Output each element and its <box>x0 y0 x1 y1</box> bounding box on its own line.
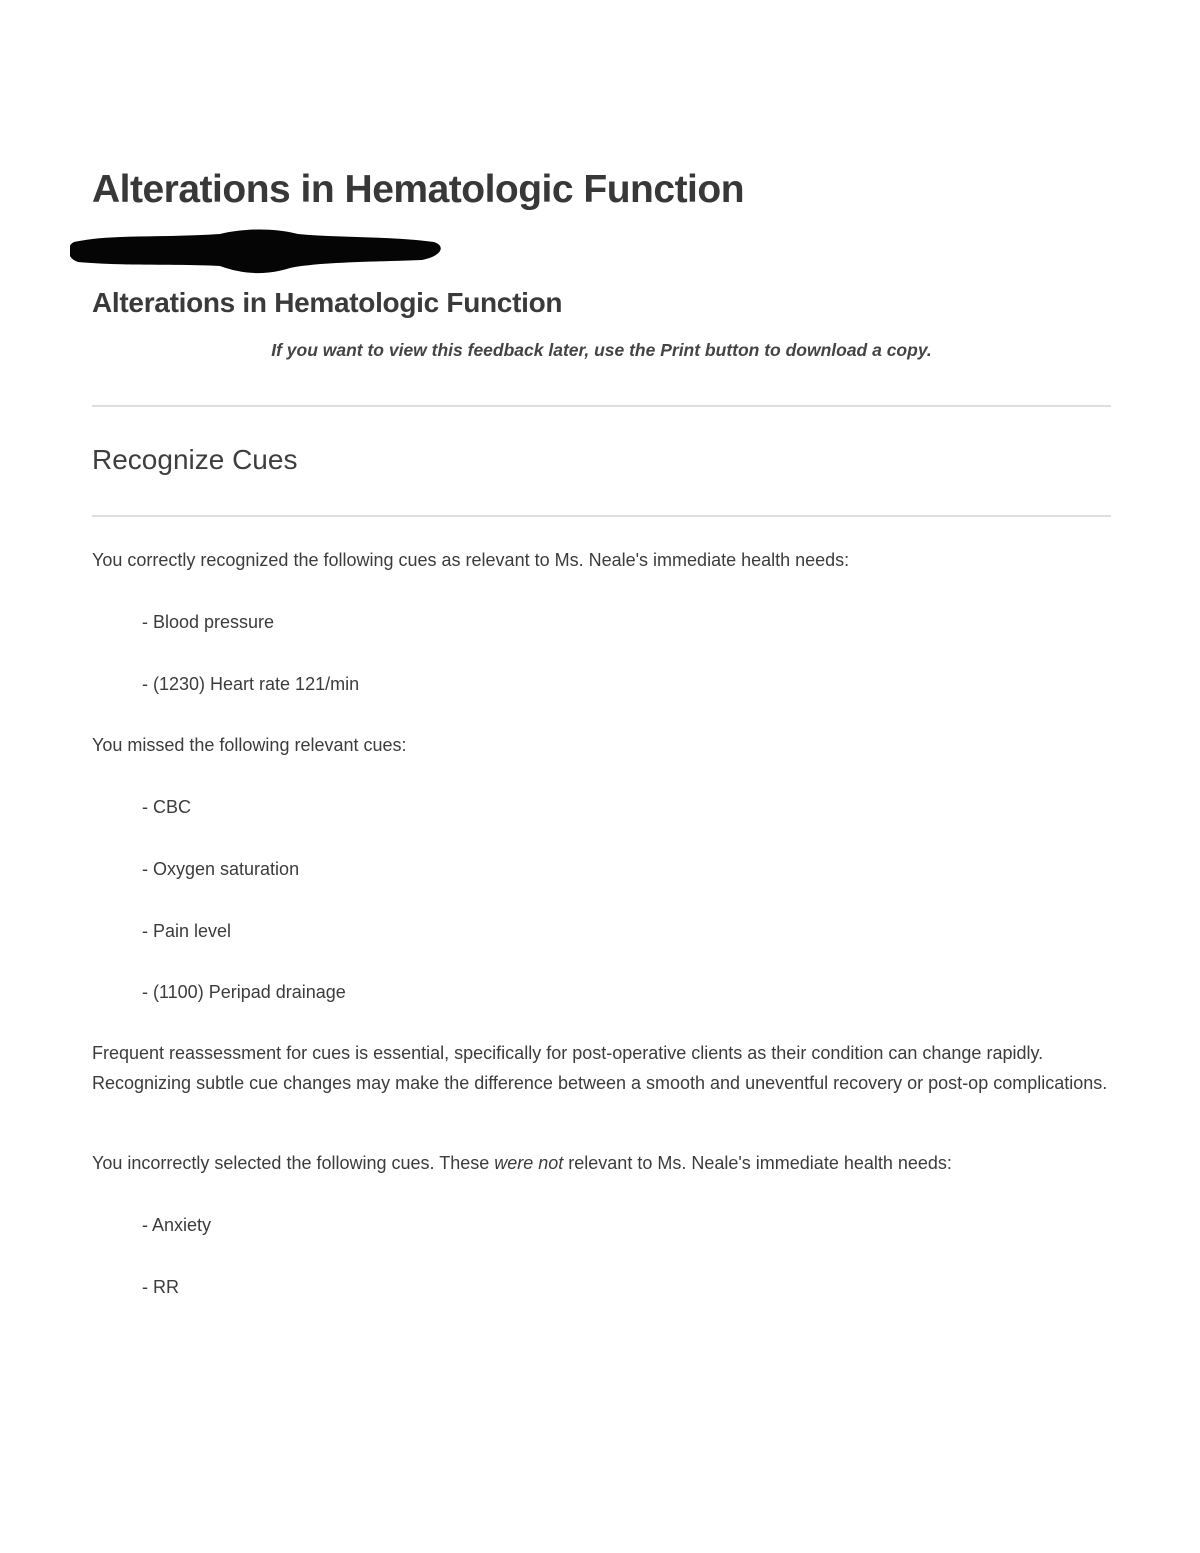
missed-cues-intro: You missed the following relevant cues: <box>92 735 407 755</box>
missed-cue-item: - (1100) Peripad drainage <box>142 982 346 1002</box>
divider <box>92 405 1111 407</box>
print-notice: If you want to view this feedback later, use the Print button to download a copy. <box>271 340 932 360</box>
incorrect-intro-text: You incorrectly selected the following cues. These <box>92 1153 495 1173</box>
correct-cues-intro: You correctly recognized the following cues as relevant to Ms. Neale's immediate health needs: <box>92 550 850 570</box>
incorrect-cue-item: - RR <box>142 1277 179 1297</box>
incorrect-intro-text: relevant to Ms. Neale's immediate health needs: <box>563 1153 952 1173</box>
activity-title: Alterations in Hematologic Function <box>92 287 563 318</box>
section-title: Recognize Cues <box>92 444 298 475</box>
incorrect-cue-item: - Anxiety <box>142 1215 212 1235</box>
missed-cue-item: - CBC <box>142 797 191 817</box>
redacted-name-mark <box>70 228 444 274</box>
missed-cue-item: - Pain level <box>142 921 232 941</box>
missed-cue-item: - Oxygen saturation <box>142 859 300 879</box>
rationale-paragraph: Frequent reassessment for cues is essential, specifically for post-operative clients as their condition can change rapidly. Recognizing subtle cue changes may make the difference between a smooth and uneventful recovery or post-op complications. <box>92 1043 1108 1093</box>
incorrect-intro-emphasis: were not <box>494 1153 564 1173</box>
divider <box>92 515 1111 517</box>
correct-cue-item: - Blood pressure <box>142 612 275 632</box>
incorrect-cues-intro <box>92 1152 952 1174</box>
correct-cue-item: - (1230) Heart rate 121/min <box>142 674 360 694</box>
page-title: Alterations in Hematologic Function <box>92 168 745 211</box>
